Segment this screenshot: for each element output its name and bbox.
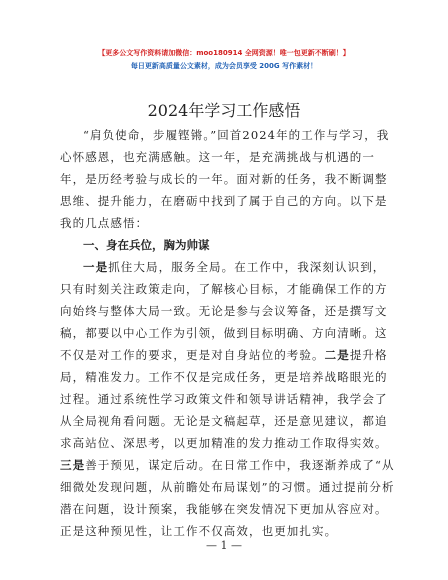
point-lead: 一是 (83, 260, 109, 274)
page-number: — 1 — (206, 539, 242, 552)
point-lead: 三是 (60, 458, 86, 472)
intro-paragraph: “肩负使命，步履铿锵。”回首2024年的工作与学习，我心怀感恩，也充满感触。这一年，是充满挑战与机遇的一年，是历经考验与成长的一年。面对新的任务，我不断调整思维、提升能力，在磨砺中找到了属于自己的方向。以下是我的几点感悟： (60, 128, 390, 230)
point-text: 提升格局，精准发力。工作不仅是完成任务，更是培养战略眼光的过程。通过系统性学习政策文件和领导讲话精神，我学会了从全局视角看问题。无论是文稿起草，还是意见建议，都追求高站位、深思考，以更加精准的发力推动工作取得实效。 (60, 348, 388, 450)
section-paragraph (60, 256, 396, 542)
point-text: 抓住大局，服务全局。在工作中，我深刻认识到，只有时刻关注政策走向，了解核心目标，才能确保工作的方向始终与整体大局一致。无论是参与会议筹备，还是撰写文稿，都要以中心工作为引领，做到目标明确、方向清晰。这不仅是对工作的要求，更是对自身站位的考验。 (60, 260, 388, 362)
section-heading: 一、身在兵位，胸为帅谋 (83, 238, 210, 252)
document-body (60, 124, 396, 542)
point-text: 善于预见，谋定后动。在日常工作中，我逐渐养成了“从细微处发现问题，从前瞻处布局谋划”的习惯。通过提前分析潜在问题，设计预案，我能够在突发情况下更加从容应对。正是这种预见性，让工作不仅高效，也更加扎实。 (60, 458, 395, 538)
promo-banner-line-2: 每日更新高质量公文素材，成为会员享受 200G 写作素材！ (130, 62, 318, 70)
document-title: 2024年学习工作感悟 (147, 101, 301, 120)
promo-banner-line-1: 【更多公文写作资料请加微信：moo180914 全网资源！唯一包更新不断刷！】 (98, 49, 350, 57)
point-lead: 二是 (324, 348, 350, 362)
